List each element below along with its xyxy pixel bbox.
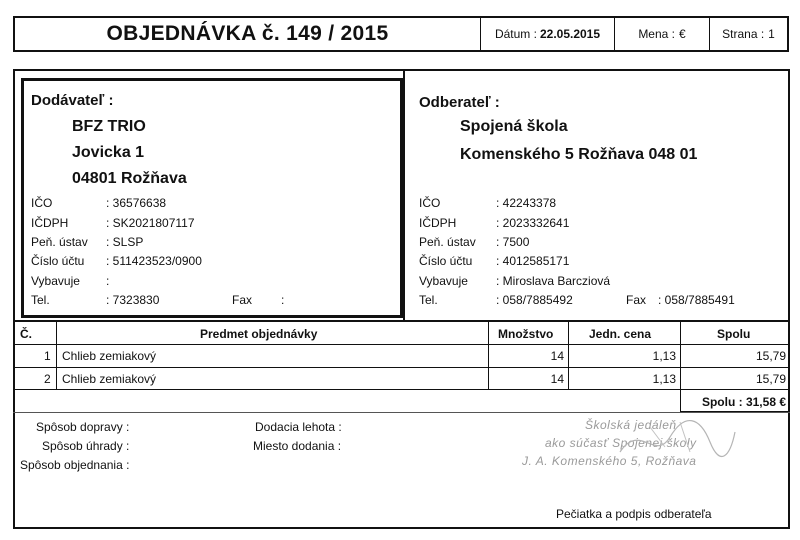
row1-total: 15,79 [755,349,786,363]
row1-price: 1,13 [652,349,676,363]
col-header-qty: Množstvo [498,327,554,341]
supplier-heading: Dodávateľ : [31,92,114,109]
supplier-city: 04801 Rožňava [72,170,187,187]
supplier-fax-value: : [281,293,285,307]
supplier-ico-label: IČO [31,196,53,210]
table-header-bottom-line [13,344,790,345]
table-row2-bottom-line [13,389,790,390]
customer-bank-value: : 7500 [496,235,530,249]
currency-value: € [679,27,686,41]
supplier-contact-label: Vybavuje [31,274,80,288]
col-header-no: Č. [20,327,32,341]
supplier-tel-label: Tel. [31,293,50,307]
page-cell [710,18,787,50]
customer-contact-value: : Miroslava Barcziová [496,274,611,288]
customer-ico-label: IČO [419,196,441,210]
page-value: 1 [768,27,775,41]
supplier-ico-value: : 36576638 [106,196,167,210]
stamp-line-2: ako súčasť Spojenej školy [545,436,697,450]
row2-price: 1,13 [652,372,676,386]
row1-item: Chlieb zemiakový [62,349,157,363]
row1-qty: 14 [550,349,564,363]
date-cell [481,18,615,50]
customer-icdph-value: : 2023332641 [496,216,570,230]
supplier-contact-value: : [106,274,110,288]
row1-no: 1 [44,349,51,363]
customer-tel-value: : 058/7885492 [496,293,573,307]
supplier-street: Jovicka 1 [72,144,145,161]
date-label: Dátum : [494,27,537,41]
order-method-label: Spôsob objednania : [20,458,130,472]
customer-bank-label: Peň. ústav [419,235,476,249]
customer-heading: Odberateľ : [419,94,500,111]
customer-address: Komenského 5 Rožňava 048 01 [460,146,698,163]
col-header-item: Predmet objednávky [200,327,318,341]
customer-account-value: : 4012585171 [496,254,570,268]
col-divider-qty [568,322,569,389]
party-table-divider [13,320,790,322]
supplier-name: BFZ TRIO [72,118,146,135]
customer-fax-value: : 058/7885491 [658,293,735,307]
col-header-total: Spolu [717,327,751,341]
order-sum: Spolu : 31,58 € [701,395,786,409]
customer-tel-label: Tel. [419,293,438,307]
supplier-fax-label: Fax [232,293,253,307]
supplier-account-value: : 511423523/0900 [106,254,202,268]
col-header-price: Jedn. cena [589,327,652,341]
row2-qty: 14 [550,372,564,386]
signature-label: Pečiatka a podpis odberateľa [556,507,712,521]
currency-cell [615,18,710,50]
signature-scribble-icon [610,412,740,472]
supplier-bank-label: Peň. ústav [31,235,88,249]
col-divider-item [488,322,489,389]
date-value: 22.05.2015 [539,27,601,41]
row2-total: 15,79 [755,372,786,386]
order-header [13,16,789,52]
row2-item: Chlieb zemiakový [62,372,157,386]
col-divider-price [680,322,681,412]
stamp-line-1: Školská jedáleň [585,418,677,432]
customer-name: Spojená škola [460,118,568,135]
supplier-icdph-value: : SK2021807117 [106,216,195,230]
customer-account-label: Číslo účtu [419,254,473,268]
supplier-icdph-label: IČDPH [31,216,69,230]
delivery-time-label: Dodacia lehota : [255,420,342,434]
supplier-tel-value: : 7323830 [106,293,160,307]
customer-fax-label: Fax [626,293,647,307]
delivery-place-label: Miesto dodania : [253,439,342,453]
supplier-bank-value: : SLSP [106,235,144,249]
row2-no: 2 [44,372,51,386]
transport-label: Spôsob dopravy : [36,420,130,434]
order-title: OBJEDNÁVKA č. 149 / 2015 [15,18,481,50]
page-label: Strana : [722,27,765,41]
customer-ico-value: : 42243378 [496,196,557,210]
party-divider [403,69,405,322]
table-row1-bottom-line [13,367,790,368]
customer-icdph-label: IČDPH [419,216,457,230]
supplier-account-label: Číslo účtu [31,254,85,268]
payment-label: Spôsob úhrady : [42,439,130,453]
currency-label: Mena : [638,27,675,41]
col-divider-no [56,322,57,389]
customer-contact-label: Vybavuje [419,274,468,288]
stamp-line-3: J. A. Komenského 5, Rožňava [522,454,697,468]
